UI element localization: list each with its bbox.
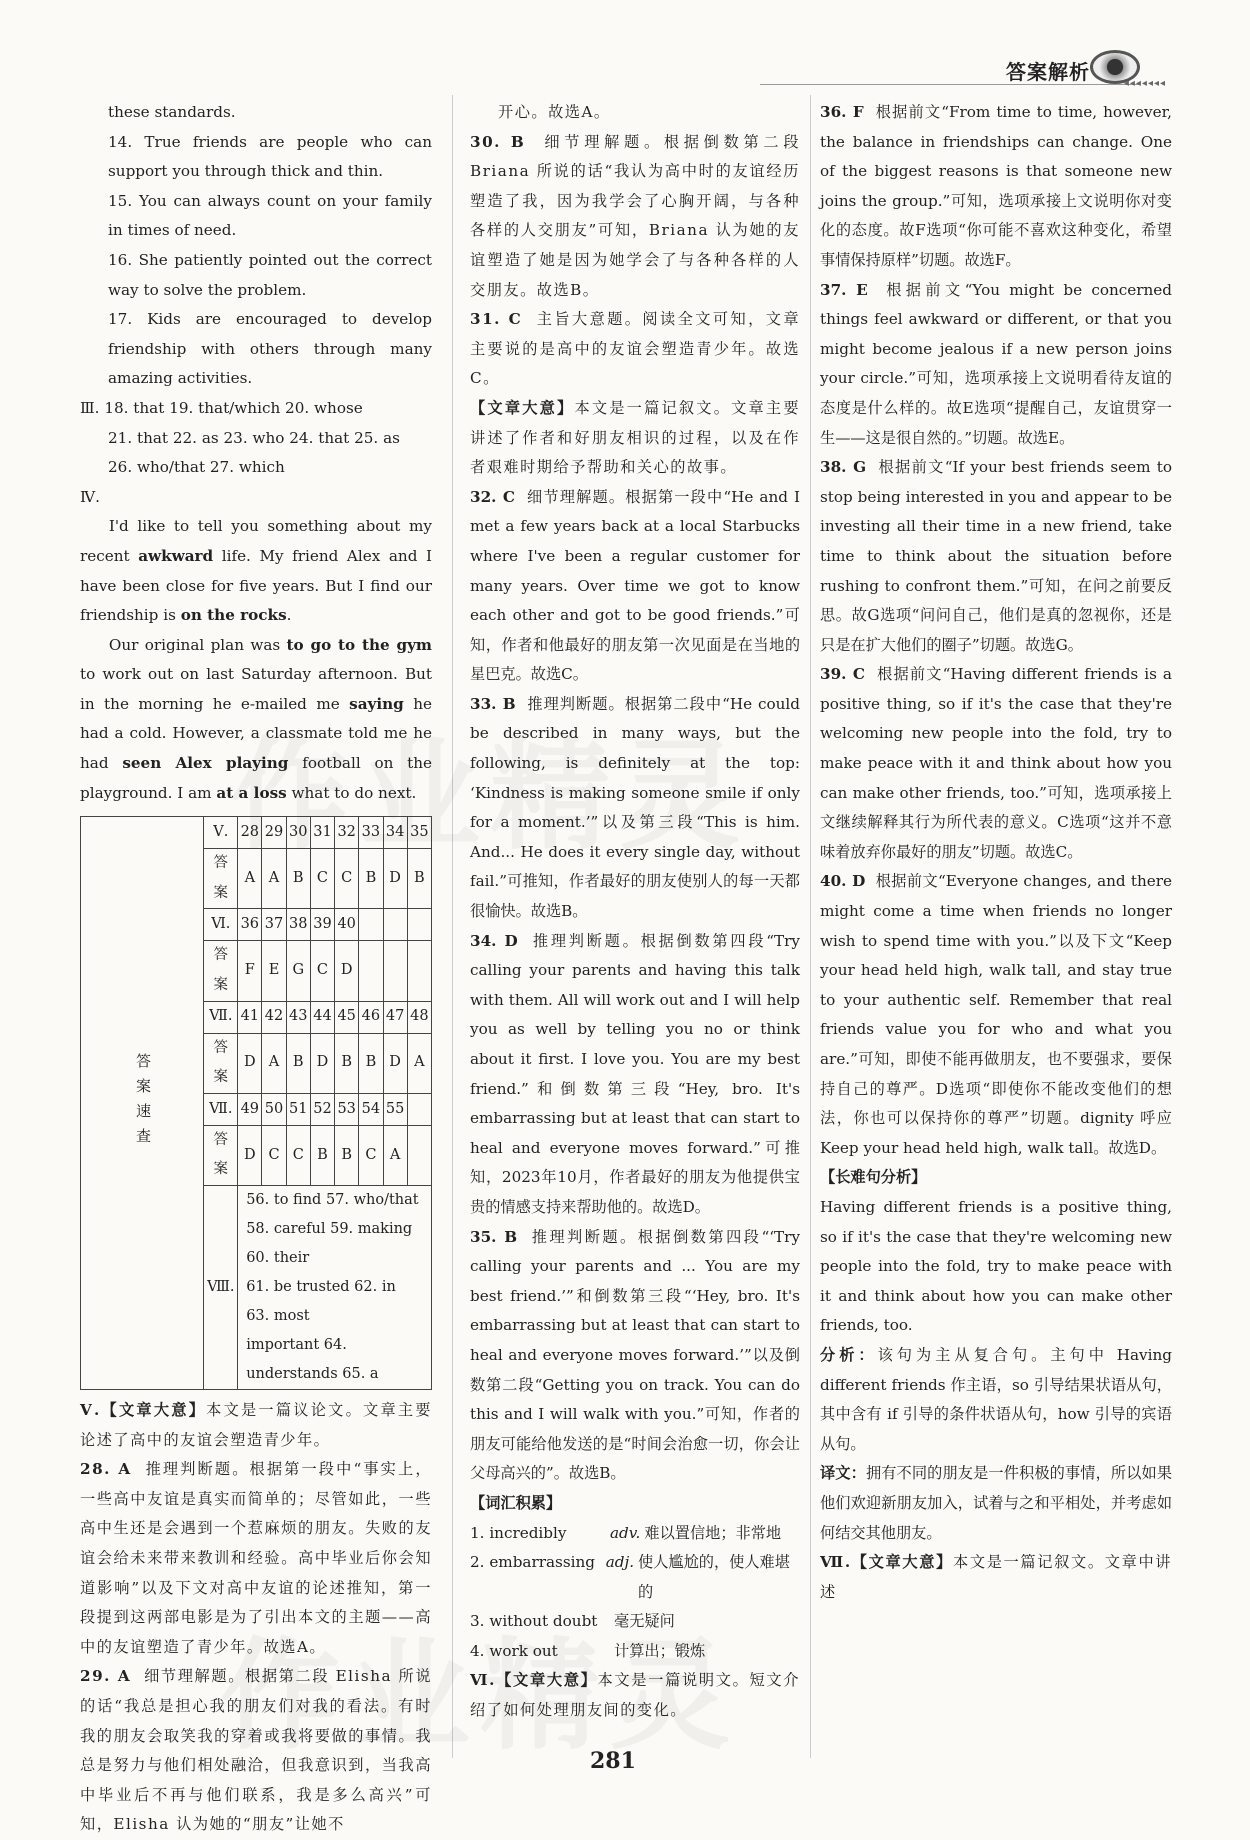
question-number: 28 [238, 817, 262, 849]
text-line: 开心。故选A。 [498, 103, 611, 121]
answer-cell: D [238, 1125, 262, 1185]
answer-cell [407, 1125, 431, 1185]
vocab-item: 4. work out 计算出；锻炼 [470, 1641, 706, 1660]
answer-cell: B [359, 1033, 383, 1093]
question-number: 29 [262, 817, 286, 849]
article-summary: Ⅵ.【文章大意】本文是一篇说明文。短文介绍了如何处理朋友间的变化。 [470, 1671, 800, 1720]
section-label: Ⅶ. [204, 1093, 238, 1125]
answer-cell: G [286, 941, 310, 1001]
answer-cell: E [262, 941, 286, 1001]
vocab-heading: 【词汇积累】 [470, 1493, 562, 1512]
sentence-analysis: 分析：该句为主从复合句。主句中 Having different friends 作主语，so 引导结果状语从句，其中含有 if 引导的条件状语从句，how 引导的宾语从句。 [820, 1345, 1173, 1453]
answer-cell: C [359, 1125, 383, 1185]
answer-34: 34. D 推理判断题。根据倒数第四段“Try calling your parents and having this talk with them. All will work out and I will help you as well by telling you no or think about it first. I love you. You are my best friend.”和倒数第三段“Hey, bro. It's embarrassing but at least that can start to heal and everyone moves forward.”可推知，2023年10月，作者最好的朋友为他提供宝贵的情感支持来帮助他的。故选D。 [470, 931, 801, 1216]
answer-29: 29. A 细节理解题。根据第二段 Elisha 所说的话“我总是担心我的朋友们对我的看法。有时我的朋友会取笑我的穿着或我将要做的事情。我总是努力与他们相处融洽，但我意识到，当我高中毕业后不再与他们联系，我是多么高兴”可知，Elisha 认为她的“朋友”让她不 [80, 1667, 433, 1834]
answer-cell: B [286, 849, 310, 909]
section-iii-answers: 18. that 19. that/which 20. whose [104, 398, 363, 417]
answer-cell: B [407, 849, 431, 909]
question-number: 55 [383, 1093, 407, 1125]
sentence-15: 15. You can always count on your family in times of need. [108, 191, 432, 240]
essay-paragraph: Our original plan was to go to the gym to work out on last Saturday afternoon. But in the morning he e-mailed me saying he had a cold. However, a classmate told me he had seen Alex playing football on the playground. I am at a loss what to do next. [80, 635, 433, 802]
answer-label: 答案 [204, 849, 238, 909]
vocab-item: 2. embarrassing adj. 使人尴尬的，使人难堪的 [470, 1553, 790, 1601]
question-number: 38 [286, 909, 310, 941]
answer-cell: B [335, 1125, 359, 1185]
answer-cell: C [262, 1125, 286, 1185]
column-divider [810, 95, 811, 1758]
sentence-16: 16. She patiently pointed out the correct way to solve the problem. [108, 250, 432, 299]
question-number [383, 909, 407, 941]
table-row [81, 817, 432, 849]
answer-38: 38. G 根据前文“If your best friends seem to stop being interested in you and appear to be investing all their time in a new friend, take time to think about the situation before rushing to confront them.”可知，在问之前要反思。故G选项“问问自己，他们是真的忽视你，还是只是在扩大他们的圈子”切题。故选G。 [820, 458, 1172, 654]
answer-cell: A [238, 849, 262, 909]
question-number: 43 [286, 1001, 310, 1033]
question-number: 36 [238, 909, 262, 941]
answer-36: 36. F 根据前文“From time to time, however, the balance in friendships can change. One of the biggest reasons is that someone new joins the group.”可知，选项承接上文说明你对变化的态度。故F选项“你可能不喜欢这种变化，希望事情保持原样”切题。故选F。 [820, 103, 1173, 269]
answer-32: 32. C 细节理解题。根据第一段中“He and I met a few years back at a local Starbucks where I've been a regular customer for many years. Over time we got to know each other and got to be good friends.”可知，作者和他最好的朋友第一次见面是在当地的星巴克。故选C。 [470, 487, 800, 684]
section-label: Ⅶ. [204, 1001, 238, 1033]
sentence-14: 14. True friends are people who can support you through thick and thin. [108, 132, 432, 181]
vocab-item: 3. without doubt 毫无疑问 [470, 1612, 675, 1631]
question-number: 48 [407, 1001, 431, 1033]
text-line: these standards. [108, 103, 236, 121]
column-right [820, 98, 1172, 1607]
answer-cell: B [359, 849, 383, 909]
answer-cell: A [262, 1033, 286, 1093]
answer-cell: A [407, 1033, 431, 1093]
answer-label: 答案 [204, 1125, 238, 1185]
answer-cell: C [335, 849, 359, 909]
question-number: 37 [262, 909, 286, 941]
header-arrows: ◂◂◂◂◂◂◂ [1123, 78, 1166, 89]
question-number: 33 [359, 817, 383, 849]
section-iii-row [80, 394, 432, 424]
question-number [407, 909, 431, 941]
answer-cell [407, 941, 431, 1001]
answer-side-label: 答案速查 [81, 817, 204, 1390]
answer-37: 37. E 根据前文“You might be concerned things feel awkward or different, or that you might become jealous if a new person joins your circle.”可知，选项承接上文说明看待友谊的态度是什么样的。故E选项“提醒自己，友谊贯穿一生——这是很自然的。”切题。故选E。 [820, 280, 1172, 447]
answer-cell: C [310, 941, 334, 1001]
answer-cell: C [286, 1125, 310, 1185]
answer-35: 35. B 推理判断题。根据倒数第四段“‘Try calling your parents and ... You are my best friend.’”和倒数第三段“‘Hey, bro. It's embarrassing but at least that can start to heal and everyone moves forward.’”以及倒数第二段“Getting you on track. You can do this and I will walk with you.”可知，作者的朋友可能给他发送的是“时间会治愈一切，你会让父母高兴的”。故选B。 [470, 1227, 801, 1483]
article-summary: Ⅴ.【文章大意】本文是一篇议论文。文章主要论述了高中的友谊会塑造青少年。 [80, 1401, 432, 1449]
answer-cell: F [238, 941, 262, 1001]
question-number: 45 [335, 1001, 359, 1033]
article-summary: 【文章大意】本文是一篇记叙文。文章主要讲述了作者和好朋友相识的过程，以及在作者艰难时期给予帮助和关心的故事。 [470, 398, 800, 477]
answer-cell: B [335, 1033, 359, 1093]
section-viii-answers: 56. to find 57. who/that 58. careful 59. making 60. their 61. be trusted 62. in 63. most important 64. understands 65. a [238, 1186, 432, 1390]
answer-label: 答案 [204, 1033, 238, 1093]
long-sentence: Having different friends is a positive thing, so if it's the case that they're welcoming new people into the fold, try to make peace with it and think about how you can make other friends, too. [820, 1197, 1172, 1335]
question-number: 31 [310, 817, 334, 849]
question-number: 46 [359, 1001, 383, 1033]
section-iii-row: 21. that 22. as 23. who 24. that 25. as [108, 428, 400, 447]
column-middle [470, 98, 800, 1726]
answer-cell: A [262, 849, 286, 909]
question-number: 54 [359, 1093, 383, 1125]
answer-cell [359, 941, 383, 1001]
answer-cell: D [310, 1033, 334, 1093]
answer-cell: D [335, 941, 359, 1001]
answer-39: 39. C 根据前文“Having different friends is a positive thing, so if it's the case that they're welcoming new people into the fold, try to make peace with it and think about how you can make other friends, too.”可知，选项承接上文继续解释其行为所代表的意义。C选项“这并不意味着放弃你最好的朋友”切题。故选C。 [820, 665, 1172, 861]
answer-cell: D [383, 849, 407, 909]
answer-40: 40. D 根据前文“Everyone changes, and there might come a time when friends no longer wish to spend time with you.”以及下文“Keep your head held high, walk tall, and stay true to your authentic self. Remember that real friends value you for who and what you are.”可知，即使不能再做朋友，也不要强求，要保持自己的尊严。D选项“即使你不能改变他们的想法，你也可以保持你的尊严”切题。dignity 呼应 Keep your head held high, walk tall。故选D。 [820, 872, 1172, 1157]
answer-cell: B [286, 1033, 310, 1093]
answer-33: 33. B 推理判断题。根据第二段中“He could be described in many ways, but the following, is definitely at the top: ‘Kindness is making someone smile if only for a moment.’”以及第三段“This is him. And... He does it every single day, without fail.”可推知，作者最好的朋友使别人的每一天都很愉快。故选B。 [470, 694, 800, 921]
vocab-item: 1. incredibly adv. 难以置信地；非常地 [470, 1523, 782, 1542]
article-summary: Ⅶ.【文章大意】本文是一篇记叙文。文章中讲述 [820, 1553, 1172, 1601]
question-number: 51 [286, 1093, 310, 1125]
section-label: Ⅴ. [204, 817, 238, 849]
question-number: 42 [262, 1001, 286, 1033]
page-header [760, 50, 1180, 90]
question-number: 35 [407, 817, 431, 849]
question-number: 52 [310, 1093, 334, 1125]
question-number: 44 [310, 1001, 334, 1033]
answer-table [80, 816, 432, 1390]
answer-label: 答案 [204, 941, 238, 1001]
question-number [359, 909, 383, 941]
answer-cell: C [310, 849, 334, 909]
question-number: 39 [310, 909, 334, 941]
essay-paragraph: I'd like to tell you something about my recent awkward life. My friend Alex and I have been close for five years. But I find our friendship is on the rocks. [80, 517, 432, 625]
answer-31: 31. C 主旨大意题。阅读全文可知，文章主要说的是高中的友谊会塑造青少年。故选C。 [470, 310, 801, 388]
page-number: 281 [590, 1748, 636, 1774]
header-title: 答案解析 [1006, 60, 1090, 84]
question-number: 53 [335, 1093, 359, 1125]
answer-cell: D [238, 1033, 262, 1093]
column-divider [452, 95, 453, 1758]
sentence-17: 17. Kids are encouraged to develop friendship with others through many amazing activities. [108, 310, 432, 388]
column-left [80, 98, 432, 1840]
question-number: 34 [383, 817, 407, 849]
question-number: 30 [286, 817, 310, 849]
long-sentence-heading: 【长难句分析】 [820, 1168, 927, 1187]
question-number: 32 [335, 817, 359, 849]
question-number: 49 [238, 1093, 262, 1125]
answer-cell: B [310, 1125, 334, 1185]
answer-30: 30. B 细节理解题。根据倒数第二段 Briana 所说的话“我认为高中时的友谊经历塑造了我，因为我学会了心胸开阔，与各种各样的人交朋友”可知，Briana 认为她的友谊塑造了她是因为她学会了与各种各样的人交朋友。故选B。 [470, 132, 801, 299]
question-number [407, 1093, 431, 1125]
section-iii-row: 26. who/that 27. which [108, 458, 285, 477]
question-number: 40 [335, 909, 359, 941]
answer-cell [383, 941, 407, 1001]
section-iii-label: Ⅲ. [80, 398, 100, 417]
answer-cell: D [383, 1033, 407, 1093]
question-number: 47 [383, 1001, 407, 1033]
vocab-list [470, 1519, 800, 1667]
answer-28: 28. A 推理判断题。根据第一段中“事实上，一些高中友谊是真实而简单的；尽管如此，一些高中生还是会遇到一个惹麻烦的朋友。失败的友谊会给未来带来教训和经验。高中毕业后你会知道影响”以及下文对高中友谊的论述推知，第一段提到这两部电影是为了引出本文的主题——高中的友谊塑造了青少年。故选A。 [80, 1460, 433, 1656]
question-number: 41 [238, 1001, 262, 1033]
section-iv-label: Ⅳ. [80, 487, 101, 506]
answer-cell: A [383, 1125, 407, 1185]
question-number: 50 [262, 1093, 286, 1125]
sentence-translation: 译文：拥有不同的朋友是一件积极的事情，所以如果他们欢迎新朋友加入，试着与之和平相处，并考虑如何结交其他朋友。 [820, 1464, 1173, 1542]
section-label: Ⅵ. [204, 909, 238, 941]
section-label: Ⅷ. [204, 1186, 238, 1390]
